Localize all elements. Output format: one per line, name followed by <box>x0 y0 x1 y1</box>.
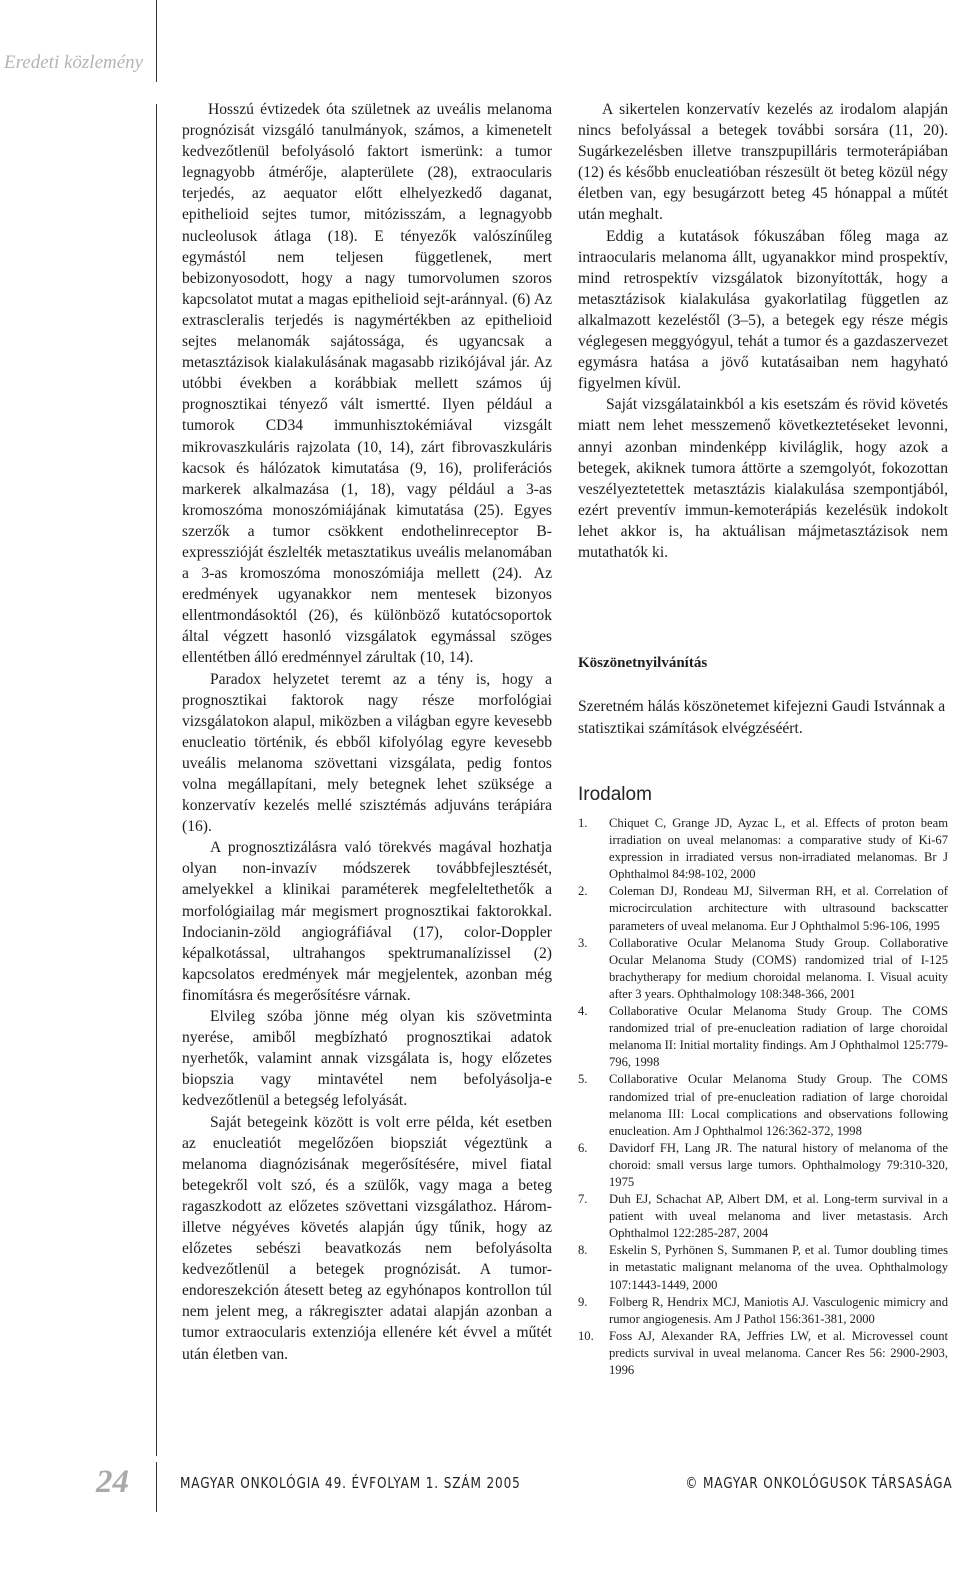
reference-text: Collaborative Ocular Melanoma Study Group. The COMS randomized trial of pre-enucleation radiation of large choroidal melanoma III: Local complications and observations following enucleation. Am J Ophthalmol 126:362-372, 1998 <box>609 1072 948 1138</box>
reference-text: Coleman DJ, Rondeau MJ, Silverman RH, et al. Correlation of microcirculation architecture with ultrasound backscatter parameters of uveal melanoma. Eur J Ophthalmol 5:96-106, 1995 <box>609 884 948 933</box>
paragraph: Elvileg szóba jönne még olyan kis szövetminta nyerése, amiből megbízható prognosztikai adatok nyerhetők, valamint annak vizsgálata is, hogy előzetes biopszia vagy mintavétel nem befolyásolja-e kedvezőtlenül a betegség lefolyását. <box>182 1008 552 1110</box>
reference-number: 3. <box>578 935 588 950</box>
reference-item <box>578 883 948 934</box>
reference-text: Eskelin S, Pyrhönen S, Summanen P, et al. Tumor doubling times in metastatic malignant melanoma of the uvea. Ophthalmology 107:1443-1449, 2000 <box>609 1243 948 1292</box>
paragraph: A prognosztizálásra való törekvés magával hozhatja olyan non-invazív módszerek továbbfejlesztését, amelyekkel a klinikai paraméterek megfeleltethetők a morfológiailag már megismert prognosztikai faktorokkal. Indocianin-zöld angiográfiával (17), color-Doppler képalkotással, ultrahangos spektrumanalízissel (2) kapcsolatos eredmények már megjelentek, azonban még finomításra és megerősítésre várnak. <box>182 839 552 1004</box>
reference-text: Foss AJ, Alexander RA, Jeffries LW, et al. Microvessel count predicts survival in uveal melanoma. Cancer Res 56: 2900-2903, 1996 <box>609 1328 948 1377</box>
reference-number: 6. <box>578 1140 588 1155</box>
paragraph: Eddig a kutatások fókuszában főleg maga az intraocularis melanoma állt, ugyanakkor mind prospektív, mind retrospektív vizsgálatok bizonyították, hogy a metasztázisok kialakulása gyakorlatilag független az alkalmazott kezeléstől (3–5), a betegek egy része mégis véglegesen meggyógyul, tehát a tumor és a gazdaszervezet egymásra hatása a jövő kutatásaiban nem hagyható figyelmen kívül. <box>578 227 948 393</box>
reference-number: 8. <box>578 1243 588 1258</box>
reference-text: Chiquet C, Grange JD, Ayzac L, et al. Effects of proton beam irradiation on uveal melanomas: a comparative study of Ki-67 expression in irradiated versus non-irradiated melanomas. Br J Ophthalmol 84:98-102, 2000 <box>609 816 948 882</box>
margin-divider <box>156 104 157 1456</box>
reference-item <box>578 1071 948 1139</box>
reference-text: Collaborative Ocular Melanoma Study Group. Collaborative Ocular Melanoma Study (COMS) randomized trial of I-125 brachytherapy for medium choroidal melanoma. I. Visual acuity after 3 years. Ophthalmology 108:348-366, 2001 <box>609 935 948 1001</box>
reference-text: Collaborative Ocular Melanoma Study Group. The COMS randomized trial of pre-enucleation radiation of large choroidal melanoma II: Initial mortality findings. Am J Ophthalmol 125:779-796, 1998 <box>609 1004 948 1070</box>
right-column <box>578 99 948 563</box>
reference-item <box>578 1242 948 1293</box>
page-number: 24 <box>96 1464 129 1500</box>
reference-item <box>578 935 948 1003</box>
reference-item <box>578 1328 948 1379</box>
paragraph: Saját vizsgálatainkból a kis esetszám és rövid követés miatt nem lehet messzemenő következtetéseket levonni, annyi azonban mindenképp kiviláglik, hogy azok a betegek, akiknek tumora áttörte a szemgolyót, fokozottan veszélyeztetettek metasztázis kialakulása szempontjából, ezért preventív immun-kemoterápiás kezelésük indokolt lehet akkor is, ha aktuálisan májmetasztázisok nem mutathatók ki. <box>578 396 948 561</box>
references-list <box>578 815 948 1379</box>
reference-number: 5. <box>578 1072 588 1087</box>
reference-item <box>578 815 948 883</box>
reference-number: 7. <box>578 1192 588 1207</box>
journal-footer: MAGYAR ONKOLÓGIA 49. ÉVFOLYAM 1. SZÁM 2005 <box>180 1474 521 1492</box>
reference-item <box>578 1003 948 1071</box>
acknowledgement-text: Szeretném hálás köszönetemet kifejezni Gaudi Istvánnak a statisztikai számítások elvégzéséért. <box>578 698 946 737</box>
reference-number: 4. <box>578 1004 588 1019</box>
reference-text: Davidorf FH, Lang JR. The natural history of melanoma of the choroid: small versus large tumors. Ophthalmology 79:310-320, 1975 <box>609 1140 948 1189</box>
footer-divider <box>156 1462 157 1512</box>
paragraph: Hosszú évtizedek óta születnek az uveális melanoma prognózisát vizsgáló tanulmányok, számos, a kimenetelt kedvezőtlenül befolyásoló faktort ismerünk: a tumor legnagyobb átmérője, alapterülete (28), extraocularis terjedés, az aequator előtt elhelyezkedő daganat, epithelioid sejtes tumor, mitózisszám, a legnagyobb nucleolusok átlaga (18). E tényezők valószínűleg egymástól nem teljesen függetlenek, mert bebizonyosodott, hogy a nagy tumorvolumen szoros kapcsolatot mutat a magas epithelioid sejt-aránnyal. (6) Az extrascleralis terjedés is nagymértékben az epithelioid sejtes melanomák sajátossága, és ugyancsak a metasztázisok kialakulásának magasabb rizikójával jár. Az utóbbi években a korábbiak mellett számos új prognosztikai tényező vált ismertté. Ilyen például a tumorok CD34 immunhisztokémiával vizsgált mikrovaszkuláris rajzolata (10, 14), zárt fibrovaszkuláris kacsok és hálózatok kimutatása (9, 16), proliferációs markerek alkalmazása (1, 18), vagy például a 3-as kromoszóma monoszómiájának kimutatása (25). Egyes szerzők a tumor csökkent endothelinreceptor B-expresszióját észlelték metasztatikus uveális melanomában a 3-as kromoszóma monoszómiája mellett (24). Az eredmények ugyanakkor nem mentesek bizonyos ellentmondásoktól (26), és különböző kutatócsoportok által végzett hasonló vizsgálatok egymással szöges ellentétben álló eredménnyel zárultak (10, 14). <box>182 101 552 667</box>
reference-number: 2. <box>578 884 588 899</box>
left-column <box>182 99 552 1365</box>
reference-number: 10. <box>578 1328 594 1343</box>
reference-text: Folberg R, Hendrix MCJ, Maniotis AJ. Vasculogenic mimicry and rumor angiogenesis. Am J Pathol 156:361-381, 2000 <box>609 1294 948 1326</box>
reference-text: Duh EJ, Schachat AP, Albert DM, et al. Long-term survival in a patient with uveal melanoma and liver metastasis. Arch Ophthalmol 122:285-287, 2004 <box>609 1192 948 1241</box>
copyright-footer: © MAGYAR ONKOLÓGUSOK TÁRSASÁGA <box>684 1474 952 1492</box>
paragraph: Paradox helyzetet teremt az a tény is, hogy a prognosztikai faktorok nagy része morfológiai vizsgálatokon alapul, miközben a világban egyre kevesebb enucleatio történik, és ebből kifolyólag egyre kevesebb uveális melanoma szövettani vizsgálata, pedig fontos volna megállapítani, mely betegnek lehet szüksége a konzervatív kezelés mellé szisztémás adjuváns terápiára (16). <box>182 670 552 836</box>
reference-item <box>578 1294 948 1328</box>
reference-item <box>578 1140 948 1191</box>
top-divider <box>156 0 157 82</box>
paragraph: A sikertelen konzervatív kezelés az irodalom alapján nincs befolyással a betegek további sorsára (11, 20). Sugárkezelésben illetve transzpupilláris termoterápiában (12) és később enucleatióban részesült öt beteg közül négy életben van, egy besugárzott beteg 45 hónappal a műtét után meghalt. <box>578 101 948 224</box>
references-heading: Irodalom <box>578 784 652 805</box>
section-label: Eredeti közlemény <box>4 52 144 73</box>
reference-number: 9. <box>578 1294 588 1309</box>
reference-item <box>578 1191 948 1242</box>
reference-number: 1. <box>578 816 588 830</box>
acknowledgement-heading: Köszönetnyilvánítás <box>578 655 708 671</box>
paragraph: Saját betegeink között is volt erre példa, két esetben az enucleatiót megelőzően biopsziát végeztünk a melanoma diagnózisának megerősítésére, mivel fiatal betegekről volt szó, és a szülők, vagy maga a beteg ragaszkodott az előzetes szövettani vizsgálathoz. Három- illetve négyéves követés alapján úgy tűnik, hogy az előzetes sebészi beavatkozás nem befolyásolta kedvezőtlenül a betegek prognózisát. A tumor-endoreszekción átesett beteg az egyhónapos kontrollon túl nem jelent meg, a rákregiszter adatai alapján azonban a tumor extraocularis extenziója ellenére két évvel a műtét után életben van. <box>182 1113 552 1363</box>
